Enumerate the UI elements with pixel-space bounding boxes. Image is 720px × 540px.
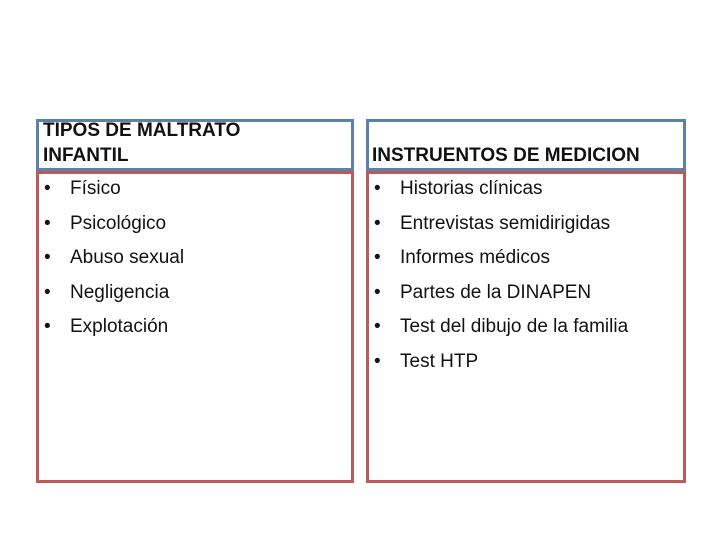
list-item-label: Test del dibujo de la familia bbox=[400, 316, 629, 338]
bullet-icon: • bbox=[44, 247, 51, 269]
list-item-label: Entrevistas semidirigidas bbox=[400, 212, 611, 234]
list-item bbox=[44, 172, 344, 207]
list-item-label: Test HTP bbox=[400, 350, 479, 372]
bullet-icon: • bbox=[44, 316, 51, 338]
bullet-icon: • bbox=[374, 178, 381, 199]
list-item-label: Abuso sexual bbox=[70, 247, 185, 269]
list-item-label: Psicológico bbox=[70, 212, 167, 234]
bullet-icon: • bbox=[44, 178, 51, 199]
list-item bbox=[44, 241, 344, 276]
list-item-label: Físico bbox=[70, 178, 121, 199]
list-item-label: Explotación bbox=[70, 316, 169, 338]
bullet-icon: • bbox=[374, 316, 381, 338]
bullet-icon: • bbox=[374, 212, 381, 234]
list-item bbox=[374, 172, 684, 207]
bullet-icon: • bbox=[44, 281, 51, 303]
list-item-label: Partes de la DINAPEN bbox=[400, 281, 592, 303]
list-item bbox=[44, 207, 344, 242]
list-item bbox=[44, 276, 344, 311]
list-item bbox=[374, 241, 684, 276]
list-item bbox=[374, 310, 684, 345]
right-column-list bbox=[374, 172, 684, 380]
list-item bbox=[374, 276, 684, 311]
right-column-title: INSTRUENTOS DE MEDICION bbox=[372, 145, 640, 166]
list-item-label: Historias clínicas bbox=[400, 178, 543, 199]
list-item bbox=[374, 345, 684, 380]
list-item-label: Negligencia bbox=[70, 281, 170, 303]
bullet-icon: • bbox=[44, 212, 51, 234]
left-column-title: TIPOS DE MALTRATO INFANTIL bbox=[43, 120, 241, 166]
bullet-icon: • bbox=[374, 350, 381, 372]
list-item-label: Informes médicos bbox=[400, 247, 550, 269]
bullet-icon: • bbox=[374, 281, 381, 303]
bullet-icon: • bbox=[374, 247, 381, 269]
left-column-list bbox=[44, 172, 344, 345]
list-item bbox=[44, 310, 344, 345]
list-item bbox=[374, 207, 684, 242]
